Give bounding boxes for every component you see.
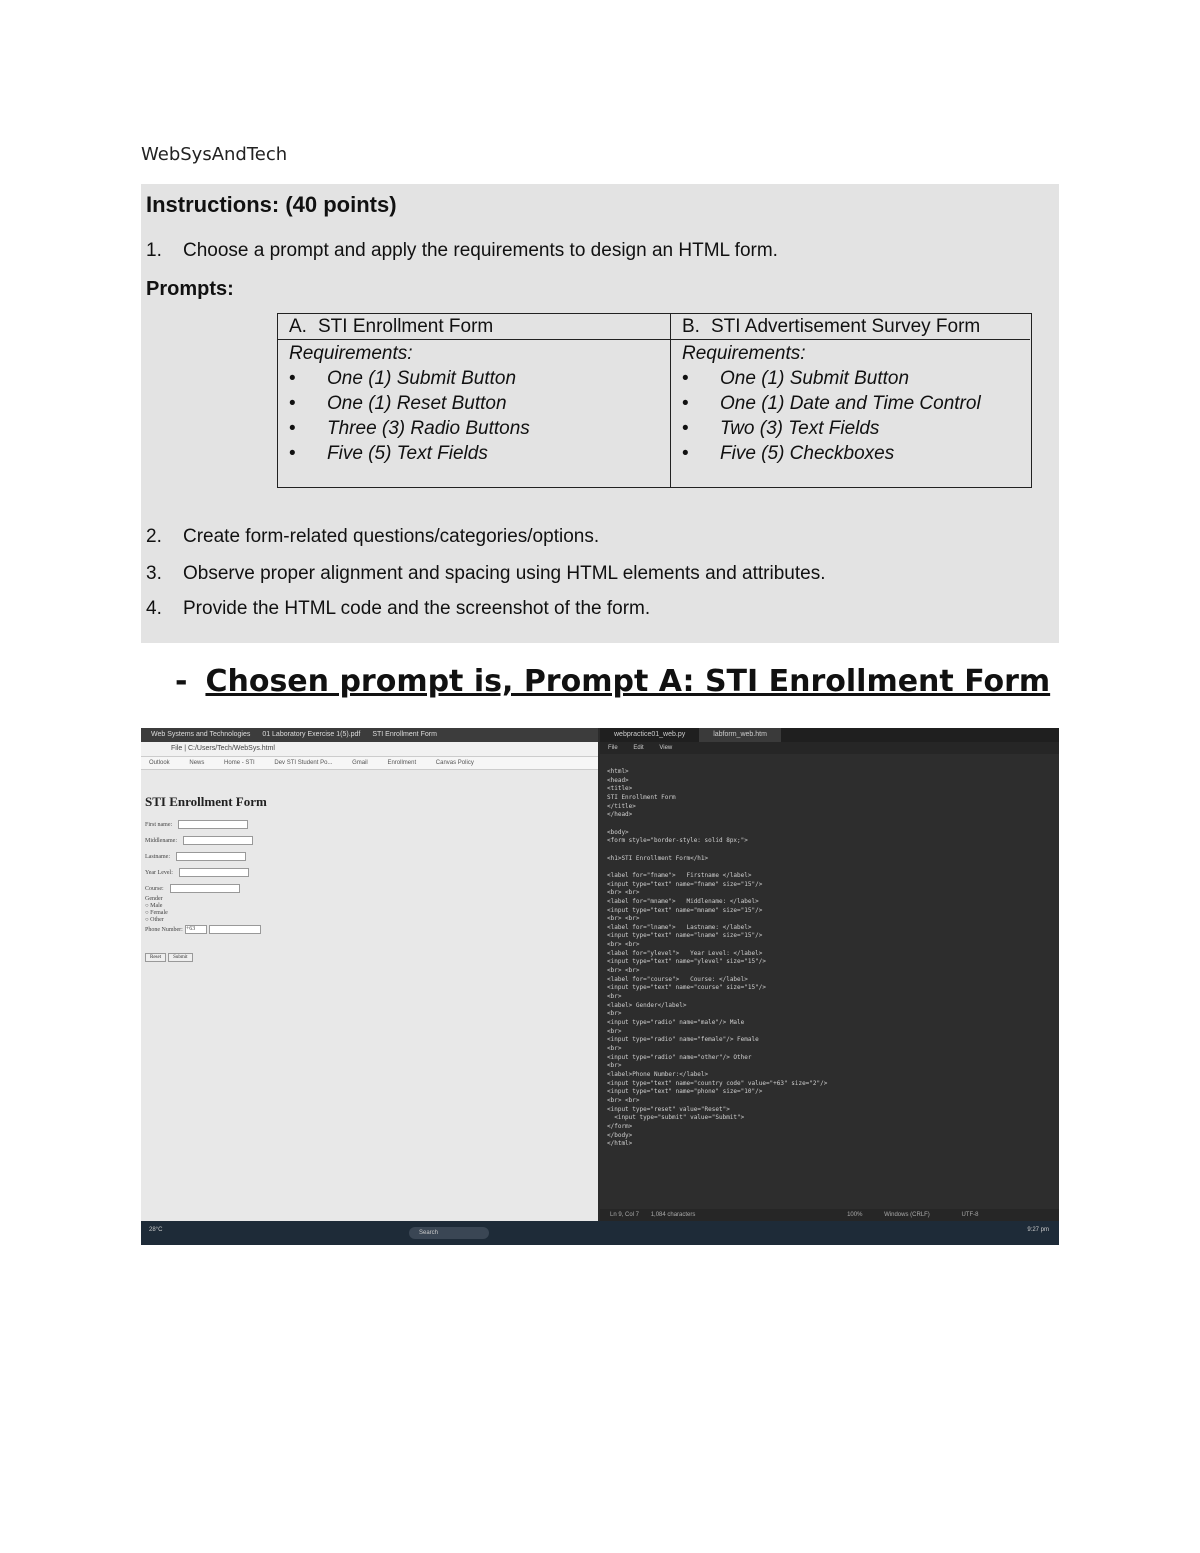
country-code-input[interactable]: +63 [185,925,207,934]
code-editor-window [600,728,1059,1221]
browser-window [141,728,598,1221]
taskbar-clock[interactable]: 9:27 pm [1027,1227,1049,1233]
editor-menu [600,742,1059,754]
menu-item[interactable]: Edit [633,745,644,751]
requirement-text: Two (3) Text Fields [720,418,880,439]
requirement-text: One (1) Date and Time Control [720,393,981,414]
prompt-b-header [671,314,1030,340]
prompt-a-column [278,314,671,487]
weather-widget[interactable]: 28°C [149,1227,163,1233]
prompt-a-header [278,314,670,340]
taskbar [141,1221,1059,1245]
prompt-title: STI Advertisement Survey Form [711,316,981,337]
requirement-text: One (1) Reset Button [327,393,507,414]
field-label: Year Level: [145,869,173,876]
phone-input[interactable] [209,925,261,934]
embedded-screenshot [141,728,1059,1245]
requirement-text: Five (5) Text Fields [327,443,488,464]
code-text[interactable]: <html> <head> <title> STI Enrollment Form </title> </head> <body> <form style="border-style: solid 8px;"> <h1>STI Enrollment Form</h1> <label for="fname"> Firstname </label> <input type="text" name="fname" size="15"/> <br> <br> <label for="mname"> Middlename: </label> <input type="text" name="mname" size="15"/> <br> <br> <label for="lname"> Lastname: </label> <input type="text" name="lname" size="15"/> <br> <br> <label for="ylevel"> Year Level: </label> <input type="text" name="ylevel" size="15"/> <br> <br> <label for="course"> Course: </label> <input type="text" name="course" size="15"/> <br> <label> Gender</label> <br> <input type="radio" name="male"/> Male <br> <input type="radio" name="female"/> Female <br> <input type="radio" name="other"/> Other <br> <label>Phone Number:</label> <input type="text" name="country code" value="+63" size="2"/> <input type="text" name="phone" size="10"/> <br> <br> <input type="reset" value="Reset"> <input type="submit" value="Submit"> </form> </body> </html> [607,768,828,1148]
requirements-list [278,366,670,466]
step-3 [146,563,825,585]
list-item [671,441,1030,466]
gender-label: Gender [145,896,163,902]
editor-status-bar [600,1209,1059,1221]
bullet-icon: • [289,393,296,414]
radio-option[interactable]: ○ Male [145,903,163,909]
bookmark[interactable]: Home - STI [224,760,255,766]
prompts-label: Prompts: [146,278,234,300]
editor-tabs [600,728,1059,742]
form-row [145,836,267,848]
radio-option[interactable]: ○ Other [145,917,164,923]
prompt-letter: B. [682,316,700,337]
list-item [671,416,1030,441]
step-number: 1. [146,240,162,261]
step-number: 2. [146,526,162,547]
submit-button[interactable]: Submit [168,953,192,962]
requirements-list [671,366,1030,466]
bookmarks-bar [141,757,598,770]
bookmark[interactable]: Dev STI Student Po... [274,760,333,766]
text-input[interactable] [183,836,253,845]
chosen-prompt-heading [175,664,1050,699]
taskbar-search[interactable]: Search [409,1227,489,1239]
form-row [145,925,267,937]
reset-button[interactable]: Reset [145,953,166,962]
radio-option[interactable]: ○ Female [145,910,168,916]
status-item: UTF-8 [961,1212,979,1218]
field-label: First name: [145,821,173,828]
bookmark[interactable]: Gmail [352,760,368,766]
bullet-icon: • [289,443,296,464]
prompt-title: STI Enrollment Form [318,316,494,337]
requirement-text: Five (5) Checkboxes [720,443,895,464]
text-input[interactable] [170,884,240,893]
radio-label: Other [150,917,164,923]
bullet-icon: • [682,393,689,414]
step-text: Choose a prompt and apply the requirements to design an HTML form. [183,240,778,261]
status-item: 1,084 characters [650,1212,696,1218]
field-label: Phone Number: [145,926,183,933]
requirement-text: One (1) Submit Button [720,368,910,389]
form-title: STI Enrollment Form [145,794,267,809]
bookmark[interactable]: Enrollment [387,760,417,766]
prompt-b-column [671,314,1030,487]
prompt-letter: A. [289,316,307,337]
list-item [278,366,670,391]
prompts-table [277,313,1032,488]
bullet-icon: • [682,443,689,464]
step-text: Observe proper alignment and spacing using HTML elements and attributes. [183,563,826,584]
field-label: Lastname: [145,853,170,860]
chosen-prompt-text: Chosen prompt is, Prompt A: STI Enrollment Form [205,664,1051,699]
step-number: 3. [146,563,162,584]
menu-item[interactable]: File [608,745,618,751]
text-input[interactable] [179,868,249,877]
browser-tabs [141,728,598,742]
form-buttons [145,945,267,963]
radio-label: Male [150,903,163,909]
list-item [671,391,1030,416]
heading-dash: - [175,664,188,699]
status-item: Windows (CRLF) [884,1212,930,1218]
address-bar[interactable]: File | C:/Users/Tech/WebSys.html [141,742,598,757]
instructions-title: Instructions: (40 points) [146,192,397,217]
text-input[interactable] [178,820,248,829]
form-row [145,868,267,880]
list-item [671,366,1030,391]
requirement-text: Three (3) Radio Buttons [327,418,530,439]
bookmark[interactable]: Canvas Policy [435,760,474,766]
form-row [145,820,267,832]
requirements-label: Requirements: [289,343,413,364]
form-page [145,794,267,963]
step-text: Provide the HTML code and the screenshot of the form. [183,598,651,619]
editor-tab[interactable]: webpractice01_web.py [614,731,686,738]
bullet-icon: • [682,418,689,439]
step-text: Create form-related questions/categories/options. [183,526,600,547]
list-item [278,441,670,466]
radio-label: Female [150,910,168,916]
form-row [145,884,267,896]
browser-tab[interactable]: 01 Laboratory Exercise 1(5).pdf [262,731,361,738]
bullet-icon: • [682,368,689,389]
field-label: Course: [145,885,164,892]
document-header: WebSysAndTech [141,144,288,165]
field-label: Middlename: [145,837,177,844]
status-item: 100% [847,1212,863,1218]
browser-tab[interactable]: STI Enrollment Form [372,731,437,738]
list-item [278,391,670,416]
bullet-icon: • [289,418,296,439]
bookmark[interactable]: News [189,760,205,766]
instructions-panel [141,184,1059,643]
step-1 [146,240,778,262]
form-row [145,852,267,864]
step-4 [146,598,650,620]
list-item [278,416,670,441]
editor-tab[interactable]: labform_web.htm [699,728,781,742]
status-item: Ln 9, Col 7 [610,1212,640,1218]
menu-item[interactable]: View [659,745,673,751]
step-number: 4. [146,598,162,619]
requirements-label: Requirements: [682,343,806,364]
bookmark[interactable]: Outlook [149,760,170,766]
text-input[interactable] [176,852,246,861]
step-2 [146,526,599,548]
browser-tab[interactable]: Web Systems and Technologies [151,731,251,738]
requirement-text: One (1) Submit Button [327,368,517,389]
bullet-icon: • [289,368,296,389]
